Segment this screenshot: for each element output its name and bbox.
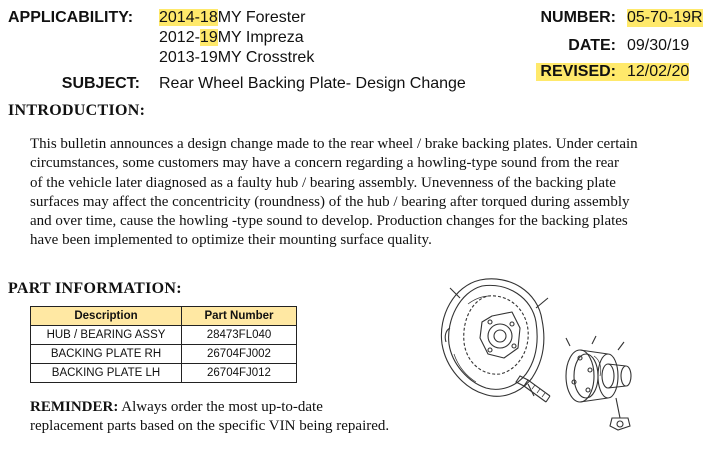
intro-line: have been implemented to optimize their mounting surface quality.	[30, 232, 432, 249]
cell-description: BACKING PLATE LH	[31, 364, 182, 383]
table-row	[31, 345, 297, 364]
revised-value: 12/02/20	[616, 63, 689, 81]
col-description: Description	[31, 307, 182, 326]
revised-label: REVISED:	[536, 63, 616, 81]
table-row	[31, 364, 297, 383]
reminder-line-1	[30, 398, 450, 417]
number-label: NUMBER:	[540, 9, 616, 26]
reminder-label: REMINDER:	[30, 399, 119, 415]
reminder-line-2: replacement parts based on the specific VIN being repaired.	[30, 418, 390, 434]
intro-line: circumstances, some customers may have a concern regarding a howling-type sound from the rear	[30, 155, 619, 172]
applicability-1-highlight: 2014-18	[159, 9, 218, 26]
introduction-title: INTRODUCTION:	[8, 102, 146, 119]
cell-description: BACKING PLATE RH	[31, 345, 182, 364]
intro-line: This bulletin announces a design change made to the rear wheel / brake backing plates. Under certain	[30, 136, 638, 152]
introduction-body	[30, 135, 710, 251]
applicability-2-pre: 2012-	[159, 29, 200, 46]
intro-line: of the vehicle later diagnosed as a faulty hub / bearing assembly. Unevenness of the backing plate	[30, 174, 616, 191]
subject-label: SUBJECT:	[61, 75, 140, 92]
parts-table	[30, 306, 297, 383]
cell-part-number: 26704FJ002	[182, 345, 297, 364]
applicability-line-2	[159, 29, 304, 47]
reminder-note	[30, 398, 450, 436]
date-label: DATE:	[568, 37, 616, 54]
parts-table-header	[31, 307, 297, 326]
table-row	[31, 326, 297, 345]
cell-part-number: 28473FL040	[182, 326, 297, 345]
applicability-line-3	[159, 49, 314, 67]
subject-value: Rear Wheel Backing Plate- Design Change	[159, 75, 466, 92]
intro-line: surfaces may affect the concentricity (roundness) of the hub / bearing after torqued during assembly	[30, 193, 630, 210]
applicability-label: APPLICABILITY:	[8, 9, 134, 26]
cell-description: HUB / BEARING ASSY	[31, 326, 182, 345]
applicability-2-highlight: 19	[199, 29, 218, 46]
number-value: 05-70-19R	[627, 9, 703, 26]
applicability-3-text: 2013-19MY Crosstrek	[159, 49, 315, 66]
applicability-line-1	[159, 9, 305, 27]
applicability-1-rest: MY Forester	[217, 9, 306, 26]
hub-flange	[566, 350, 594, 402]
cell-part-number: 26704FJ012	[182, 364, 297, 383]
intro-line: and over time, cause the howling -type sound to develop. Production changes for the backing plates	[30, 213, 628, 230]
applicability-2-rest: MY Impreza	[217, 29, 304, 46]
backing-plate-diagram	[420, 268, 650, 443]
part-information-title: PART INFORMATION:	[8, 280, 182, 297]
col-part-number: Part Number	[182, 307, 297, 326]
date-value: 09/30/19	[627, 37, 690, 54]
reminder-text-1: Always order the most up-to-date	[118, 399, 323, 415]
